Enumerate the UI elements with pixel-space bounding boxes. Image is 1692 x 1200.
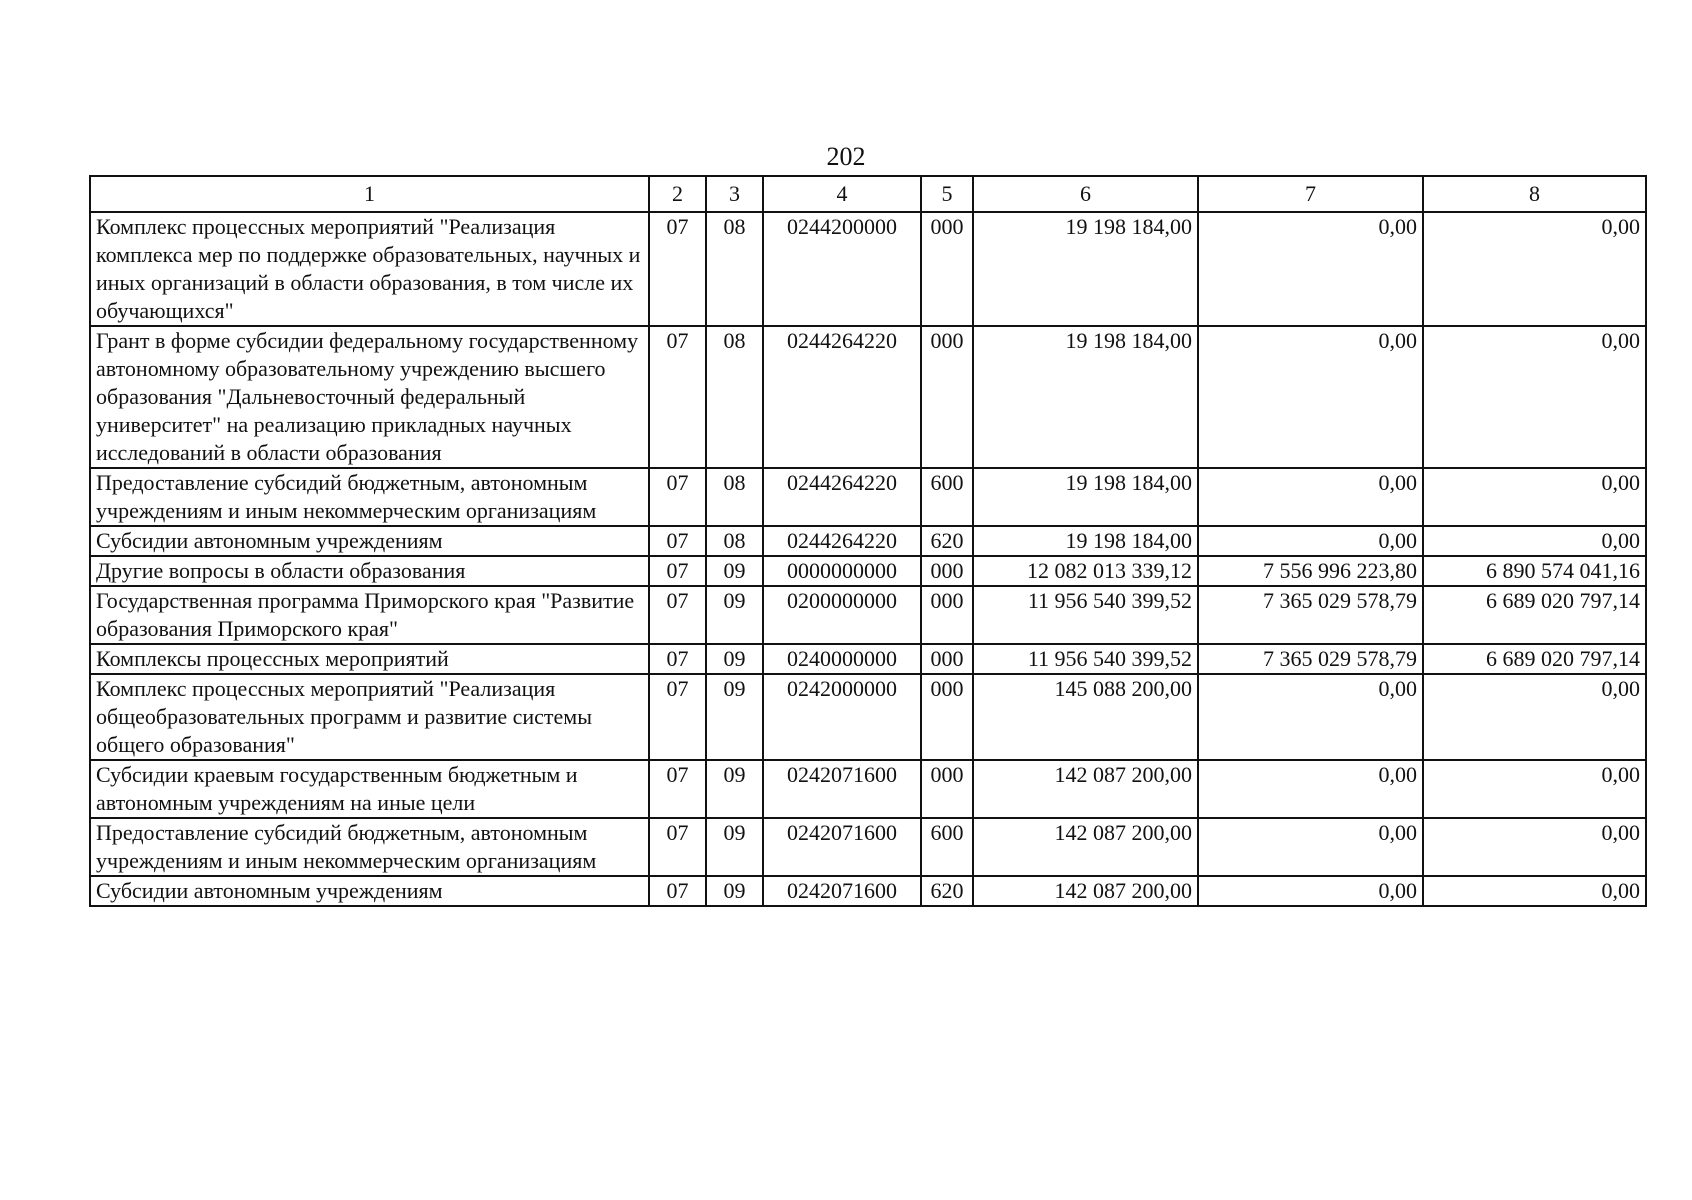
- amount-col6: 12 082 013 339,12: [973, 556, 1198, 586]
- table-row: [90, 212, 1646, 326]
- target-article-code: 0244264220: [763, 468, 921, 526]
- section-code: 07: [649, 526, 706, 556]
- target-article-code: 0242071600: [763, 760, 921, 818]
- section-code: 07: [649, 876, 706, 906]
- target-article-code: 0200000000: [763, 586, 921, 644]
- amount-col7: 0,00: [1198, 468, 1423, 526]
- budget-table: [89, 175, 1647, 907]
- column-header: 4: [763, 176, 921, 212]
- target-article-code: 0244200000: [763, 212, 921, 326]
- target-article-code: 0000000000: [763, 556, 921, 586]
- column-header: 8: [1423, 176, 1646, 212]
- amount-col8: 0,00: [1423, 526, 1646, 556]
- column-number-row: [90, 176, 1646, 212]
- expense-type-code: 600: [921, 818, 973, 876]
- subsection-code: 08: [706, 212, 763, 326]
- item-name: Государственная программа Приморского края "Развитие образования Приморского края": [90, 586, 649, 644]
- amount-col8: 0,00: [1423, 212, 1646, 326]
- amount-col6: 142 087 200,00: [973, 760, 1198, 818]
- amount-col8: 0,00: [1423, 326, 1646, 468]
- amount-col6: 19 198 184,00: [973, 326, 1198, 468]
- item-name: Субсидии автономным учреждениям: [90, 526, 649, 556]
- table-row: [90, 556, 1646, 586]
- amount-col7: 0,00: [1198, 212, 1423, 326]
- amount-col7: 0,00: [1198, 526, 1423, 556]
- item-name: Предоставление субсидий бюджетным, автономным учреждениям и иным некоммерческим организациям: [90, 818, 649, 876]
- section-code: 07: [649, 760, 706, 818]
- section-code: 07: [649, 644, 706, 674]
- section-code: 07: [649, 586, 706, 644]
- amount-col7: 0,00: [1198, 326, 1423, 468]
- item-name: Предоставление субсидий бюджетным, автономным учреждениям и иным некоммерческим организациям: [90, 468, 649, 526]
- expense-type-code: 000: [921, 556, 973, 586]
- column-header: 3: [706, 176, 763, 212]
- amount-col6: 19 198 184,00: [973, 526, 1198, 556]
- table-row: [90, 526, 1646, 556]
- column-header: 5: [921, 176, 973, 212]
- column-header: 1: [90, 176, 649, 212]
- table-row: [90, 876, 1646, 906]
- amount-col8: 6 890 574 041,16: [1423, 556, 1646, 586]
- page-number: 202: [826, 142, 866, 171]
- table-row: [90, 818, 1646, 876]
- amount-col7: 7 365 029 578,79: [1198, 586, 1423, 644]
- target-article-code: 0240000000: [763, 644, 921, 674]
- subsection-code: 09: [706, 760, 763, 818]
- amount-col8: 6 689 020 797,14: [1423, 586, 1646, 644]
- subsection-code: 09: [706, 876, 763, 906]
- column-header: 2: [649, 176, 706, 212]
- item-name: Комплекс процессных мероприятий "Реализация комплекса мер по поддержке образовательных, научных и иных организаций в области образования, в том числе их обучающихся": [90, 212, 649, 326]
- target-article-code: 0244264220: [763, 326, 921, 468]
- section-code: 07: [649, 674, 706, 760]
- amount-col7: 0,00: [1198, 818, 1423, 876]
- table-row: [90, 644, 1646, 674]
- expense-type-code: 620: [921, 526, 973, 556]
- item-name: Субсидии автономным учреждениям: [90, 876, 649, 906]
- subsection-code: 09: [706, 644, 763, 674]
- amount-col6: 11 956 540 399,52: [973, 586, 1198, 644]
- amount-col6: 142 087 200,00: [973, 818, 1198, 876]
- item-name: Комплекс процессных мероприятий "Реализация общеобразовательных программ и развитие системы общего образования": [90, 674, 649, 760]
- amount-col6: 145 088 200,00: [973, 674, 1198, 760]
- section-code: 07: [649, 556, 706, 586]
- expense-type-code: 600: [921, 468, 973, 526]
- item-name: Субсидии краевым государственным бюджетным и автономным учреждениям на иные цели: [90, 760, 649, 818]
- amount-col7: 7 365 029 578,79: [1198, 644, 1423, 674]
- amount-col6: 142 087 200,00: [973, 876, 1198, 906]
- section-code: 07: [649, 818, 706, 876]
- item-name: Другие вопросы в области образования: [90, 556, 649, 586]
- table-row: [90, 468, 1646, 526]
- section-code: 07: [649, 326, 706, 468]
- amount-col7: 7 556 996 223,80: [1198, 556, 1423, 586]
- expense-type-code: 000: [921, 644, 973, 674]
- target-article-code: 0244264220: [763, 526, 921, 556]
- expense-type-code: 000: [921, 674, 973, 760]
- amount-col6: 19 198 184,00: [973, 468, 1198, 526]
- subsection-code: 08: [706, 468, 763, 526]
- amount-col8: 0,00: [1423, 468, 1646, 526]
- amount-col6: 11 956 540 399,52: [973, 644, 1198, 674]
- table-row: [90, 674, 1646, 760]
- section-code: 07: [649, 212, 706, 326]
- item-name: Грант в форме субсидии федеральному государственному автономному образовательному учреждению высшего образования "Дальневосточный федеральный университет" на реализацию прикладных научных исследований в области образования: [90, 326, 649, 468]
- expense-type-code: 000: [921, 326, 973, 468]
- amount-col8: 0,00: [1423, 876, 1646, 906]
- subsection-code: 09: [706, 674, 763, 760]
- amount-col8: 0,00: [1423, 674, 1646, 760]
- table-row: [90, 326, 1646, 468]
- amount-col7: 0,00: [1198, 876, 1423, 906]
- target-article-code: 0242071600: [763, 818, 921, 876]
- amount-col8: 0,00: [1423, 760, 1646, 818]
- expense-type-code: 000: [921, 212, 973, 326]
- amount-col8: 0,00: [1423, 818, 1646, 876]
- expense-type-code: 000: [921, 760, 973, 818]
- target-article-code: 0242000000: [763, 674, 921, 760]
- expense-type-code: 000: [921, 586, 973, 644]
- subsection-code: 09: [706, 556, 763, 586]
- item-name: Комплексы процессных мероприятий: [90, 644, 649, 674]
- column-header: 6: [973, 176, 1198, 212]
- subsection-code: 09: [706, 818, 763, 876]
- amount-col7: 0,00: [1198, 760, 1423, 818]
- subsection-code: 08: [706, 526, 763, 556]
- amount-col8: 6 689 020 797,14: [1423, 644, 1646, 674]
- amount-col6: 19 198 184,00: [973, 212, 1198, 326]
- table-row: [90, 586, 1646, 644]
- expense-type-code: 620: [921, 876, 973, 906]
- target-article-code: 0242071600: [763, 876, 921, 906]
- table-row: [90, 760, 1646, 818]
- amount-col7: 0,00: [1198, 674, 1423, 760]
- subsection-code: 08: [706, 326, 763, 468]
- column-header: 7: [1198, 176, 1423, 212]
- section-code: 07: [649, 468, 706, 526]
- subsection-code: 09: [706, 586, 763, 644]
